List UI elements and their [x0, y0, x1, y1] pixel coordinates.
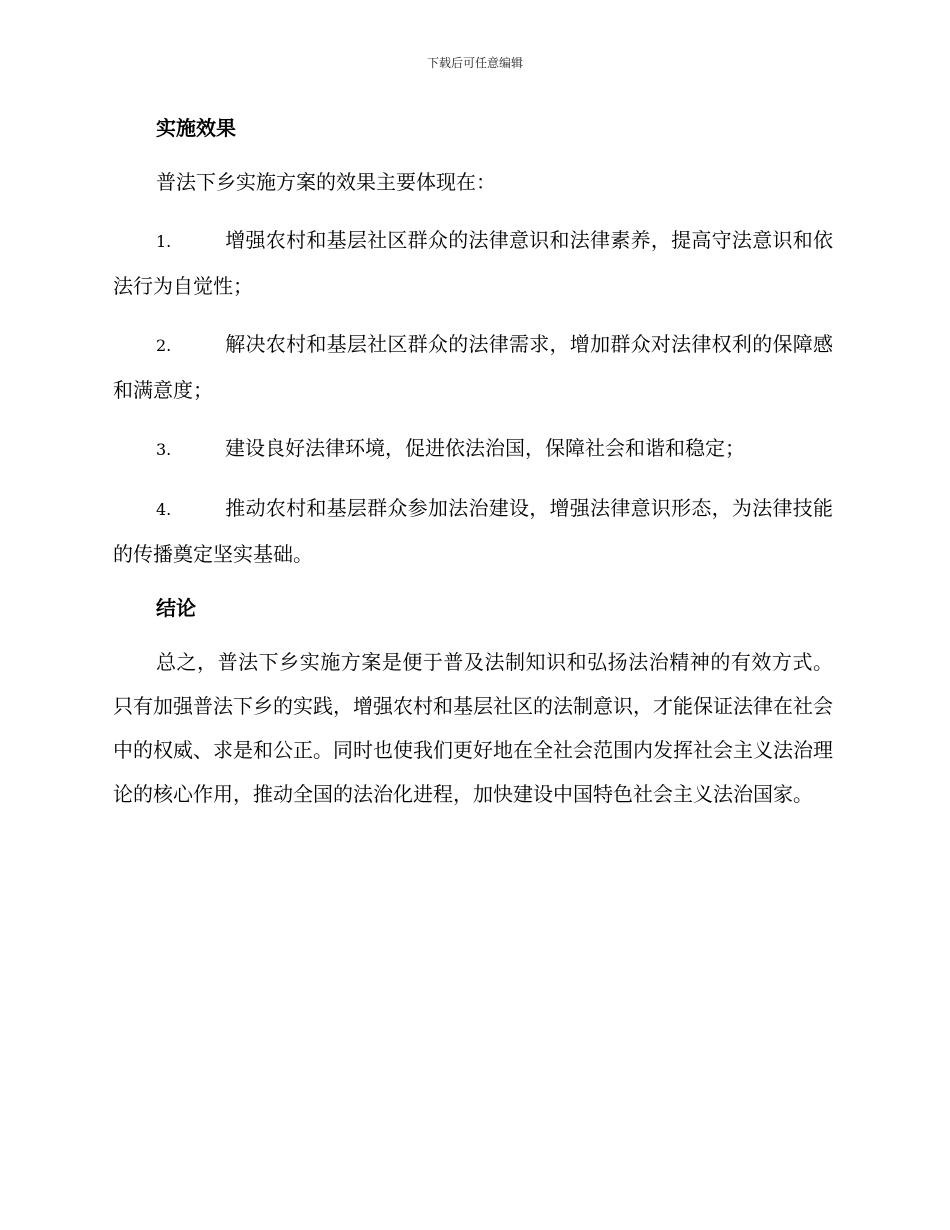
list-item	[113, 486, 833, 576]
list-item-number: 4.	[156, 500, 172, 519]
list-item	[113, 322, 833, 412]
list-item-text: 推动农村和基层群众参加法治建设，增强法律意识形态，为法律技能的传播奠定坚实基础。	[113, 496, 833, 566]
document-body	[113, 110, 833, 816]
effects-intro: 普法下乡实施方案的效果主要体现在：	[156, 170, 496, 194]
list-item	[113, 218, 833, 308]
header-note: 下载后可任意编辑	[426, 56, 523, 70]
conclusion-body: 总之，普法下乡实施方案是便于普及法制知识和弘扬法治精神的有效方式。只有加强普法下乡的实践，增强农村和基层社区的法制意识，才能保证法律在社会中的权威、求是和公正。同时也使我们更好地在全社会范围内发挥社会主义法治理论的核心作用，推动全国的法治化进程，加快建设中国特色社会主义法治国家。	[113, 650, 833, 806]
section-heading-effects: 实施效果	[156, 116, 236, 140]
list-item-text: 解决农村和基层社区群众的法律需求，增加群众对法律权利的保障感和满意度；	[113, 332, 833, 402]
section-heading-conclusion: 结论	[156, 596, 196, 620]
list-item-text: 建设良好法律环境，促进依法治国，保障社会和谐和稳定；	[225, 436, 745, 460]
list-item-number: 1.	[156, 232, 172, 251]
list-item	[113, 426, 833, 472]
list-item-number: 2.	[156, 336, 172, 355]
list-item-text: 增强农村和基层社区群众的法律意识和法律素养，提高守法意识和依法行为自觉性；	[113, 228, 833, 298]
list-item-number: 3.	[156, 440, 172, 459]
